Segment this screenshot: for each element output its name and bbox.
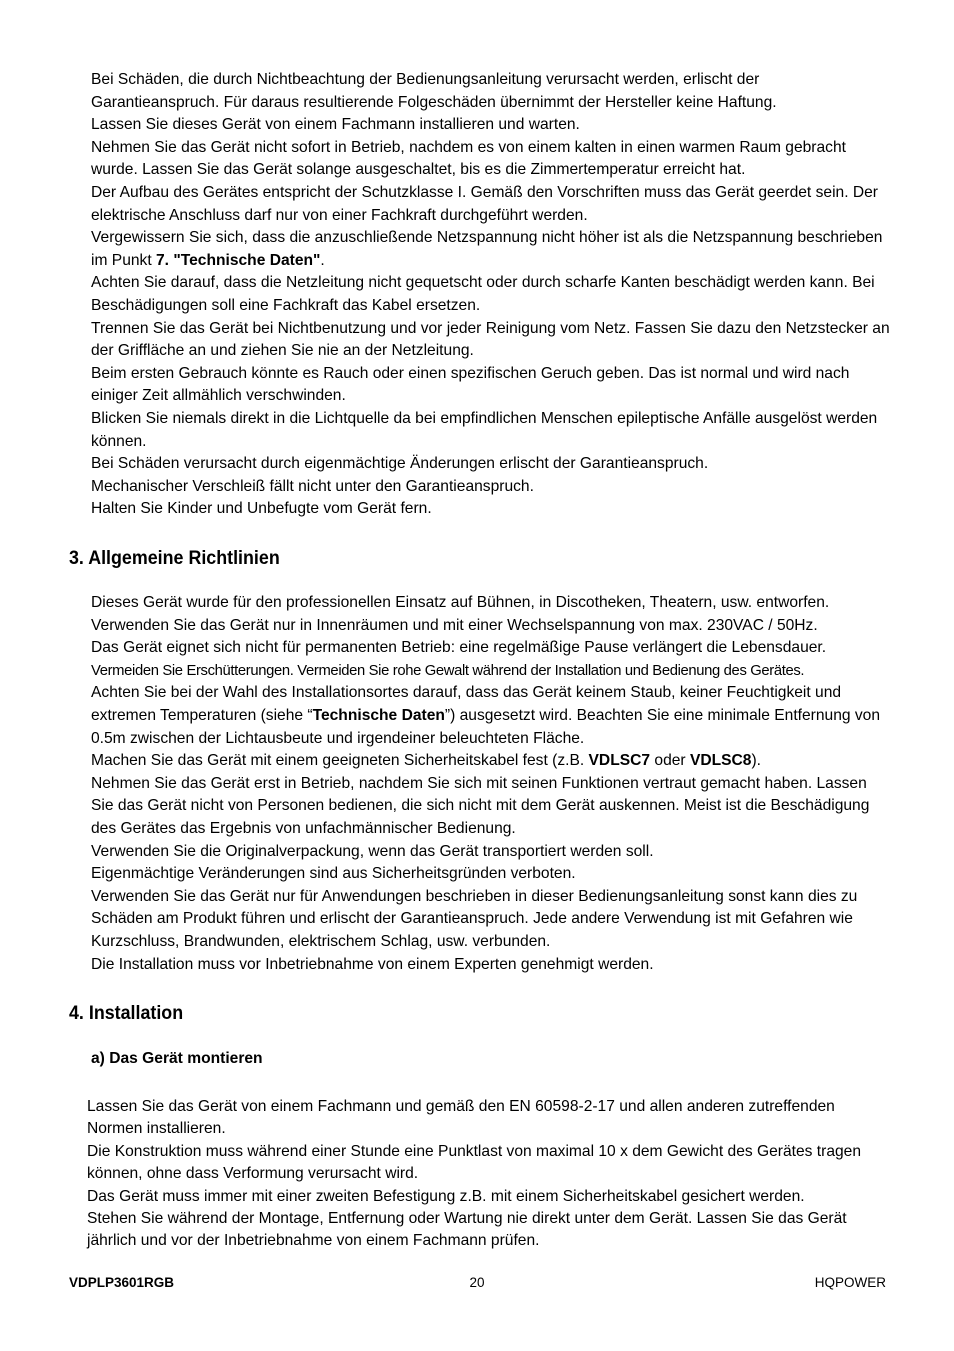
paragraph-text: Machen Sie das Gerät mit einem geeigneten Sicherheitskabel fest (z.B. <box>91 752 589 770</box>
intro-safety-notes <box>91 69 891 521</box>
section3-body <box>91 592 891 976</box>
section-heading-allgemeine-richtlinien: 3. Allgemeine Richtlinien <box>69 548 280 569</box>
subsection-heading-geraet-montieren: a) Das Gerät montieren <box>91 1050 263 1067</box>
paragraph: Das Gerät eignet sich nicht für permanenten Betrieb: eine regelmäßige Pause verlängert die Lebensdauer. <box>91 639 827 657</box>
paragraph: Beim ersten Gebrauch könnte es Rauch oder einen spezifischen Geruch geben. Das ist normal und wird nach einiger Zeit allmählich verschwinden. <box>91 364 850 405</box>
model-code-vdlsc7: VDLSC7 <box>588 752 651 770</box>
technische-daten-reference: Technische Daten <box>312 706 445 724</box>
paragraph: Achten Sie darauf, dass die Netzleitung nicht gequetscht oder durch scharfe Kanten beschädigt werden kann. Bei Beschädigungen soll eine Fachkraft das Kabel ersetzen. <box>91 274 875 314</box>
section4-body <box>87 1096 887 1253</box>
paragraph: Halten Sie Kinder und Unbefugte vom Gerät fern. <box>91 500 432 518</box>
paragraph: Eigenmächtige Veränderungen sind aus Sicherheitsgründen verboten. <box>91 865 576 883</box>
paragraph: Verwenden Sie das Gerät nur in Innenräumen und mit einer Wechselspannung von max. 230VAC / 50Hz. <box>91 616 818 634</box>
paragraph: Die Installation muss vor Inbetriebnahme von einem Experten genehmigt werden. <box>91 955 654 973</box>
paragraph <box>91 682 891 750</box>
model-code-vdlsc8: VDLSC8 <box>689 752 752 770</box>
paragraph: Nehmen Sie das Gerät erst in Betrieb, nachdem Sie sich mit seinen Funktionen vertraut gemacht haben. Lassen Sie das Gerät nicht von Personen bedienen, die sich nicht mit dem Gerät auskennen. Meist ist die Beschädigung des Gerätes das Ergebnis von unfachmännischer Bedienung. <box>91 774 870 837</box>
paragraph: Nehmen Sie das Gerät nicht sofort in Betrieb, nachdem es von einem kalten in einen warmen Raum gebracht wurde. Lassen Sie das Gerät solange ausgeschaltet, bis es die Zimmertemperatur erreicht hat. <box>91 138 846 179</box>
paragraph: Verwenden Sie das Gerät nur für Anwendungen beschrieben in dieser Bedienungsanleitung sonst kann dies zu Schäden am Produkt führen und erlischt der Garantieanspruch. Jede andere Verwendung ist mit Gefahren wie Kurzschluss, Brandwunden, elektrischem Schlag, usw. verbunden. <box>91 887 858 950</box>
paragraph: Das Gerät muss immer mit einer zweiten Befestigung z.B. mit einem Sicherheitskabel gesichert werden. <box>87 1187 805 1205</box>
paragraph: Verwenden Sie die Originalverpackung, wenn das Gerät transportiert werden soll. <box>91 842 654 860</box>
paragraph: Trennen Sie das Gerät bei Nichtbenutzung und vor jeder Reinigung vom Netz. Fassen Sie dazu den Netzstecker an der Griffläche an und ziehen Sie nie an der Netzleitung. <box>91 319 890 360</box>
paragraph: Lassen Sie dieses Gerät von einem Fachmann installieren und warten. <box>91 116 580 134</box>
technische-daten-reference: 7. "Technische Daten" <box>156 251 321 269</box>
paragraph-text: oder <box>650 752 690 770</box>
paragraph: Bei Schäden, die durch Nichtbeachtung der Bedienungsanleitung verursacht werden, erlischt der Garantieanspruch. Für daraus resultierende Folgeschäden übernimmt der Hersteller keine Haftung. <box>91 71 777 111</box>
paragraph: Der Aufbau des Gerätes entspricht der Schutzklasse I. Gemäß den Vorschriften muss das Gerät geerdet sein. Der elektrische Anschluss darf nur von einer Fachkraft durchgeführt werden. <box>91 183 878 224</box>
footer-brand: HQPOWER <box>814 1275 886 1290</box>
paragraph-text: Achten Sie bei der Wahl des Installationsortes darauf, dass das Gerät keinem Staub, keiner Feuchtigkeit und extremen Temperaturen (siehe “ <box>91 684 842 724</box>
paragraph: Mechanischer Verschleiß fällt nicht unter den Garantieanspruch. <box>91 477 534 495</box>
paragraph-text: ). <box>751 752 762 770</box>
paragraph-text: ”) ausgesetzt wird. Beachten Sie eine minimale Entfernung von 0.5m zwischen der Lichtausbeute und irgendeiner beleuchteten Fläche. <box>91 706 881 747</box>
paragraph: Vermeiden Sie Erschütterungen. Vermeiden Sie rohe Gewalt während der Installation und Bedienung des Gerätes. <box>91 662 805 679</box>
paragraph: Stehen Sie während der Montage, Entfernung oder Wartung nie direkt unter dem Gerät. Lassen Sie das Gerät jährlich und vor der Inbetriebnahme von einem Fachmann prüfen. <box>87 1210 847 1250</box>
section-heading-installation: 4. Installation <box>69 1003 184 1024</box>
paragraph: Die Konstruktion muss während einer Stunde eine Punktlast von maximal 10 x dem Gewicht des Gerätes tragen können, ohne dass Verformung verursacht wird. <box>87 1142 862 1183</box>
paragraph-text: Vergewissern Sie sich, dass die anzuschließende Netzspannung nicht höher ist als die Netzspannung beschrieben im Punkt <box>91 229 883 269</box>
paragraph <box>91 227 891 272</box>
paragraph: Lassen Sie das Gerät von einem Fachmann und gemäß den EN 60598-2-17 und allen anderen zutreffenden Normen installieren. <box>87 1098 835 1138</box>
paragraph: Bei Schäden verursacht durch eigenmächtige Änderungen erlischt der Garantieanspruch. <box>91 455 709 473</box>
paragraph: Blicken Sie niemals direkt in die Lichtquelle da bei empfindlichen Menschen epileptische Anfälle ausgelöst werden können. <box>91 409 878 450</box>
paragraph <box>91 750 891 773</box>
paragraph-text: . <box>320 251 325 269</box>
paragraph: Dieses Gerät wurde für den professionellen Einsatz auf Bühnen, in Discotheken, Theatern, usw. entworfen. <box>91 594 830 611</box>
footer-model-number: VDPLP3601RGB <box>69 1275 175 1290</box>
footer-page-number: 20 <box>469 1275 485 1290</box>
